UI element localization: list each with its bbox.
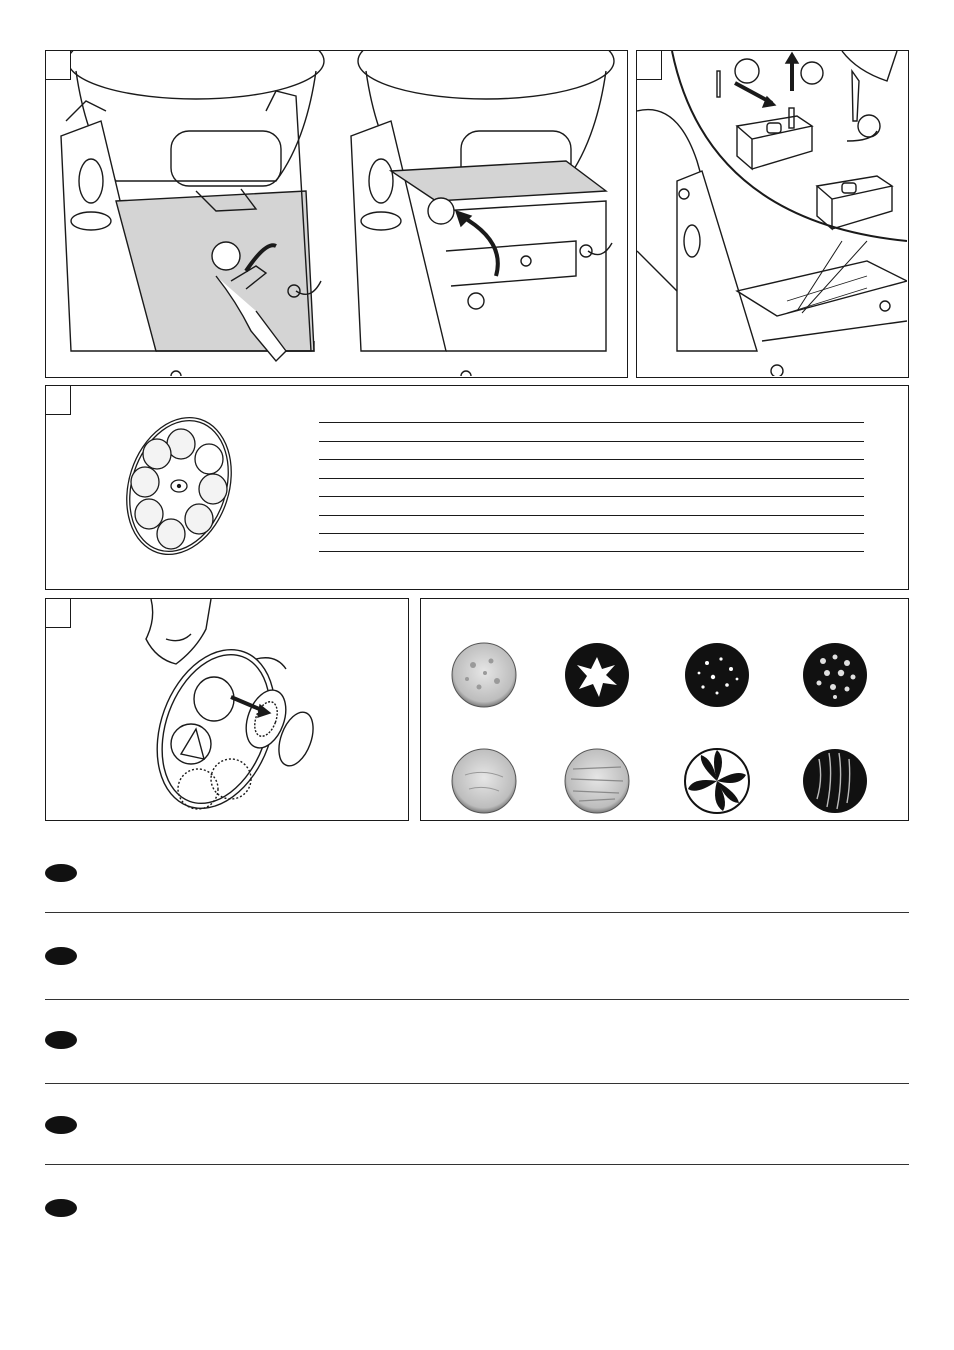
gobo-pattern-spiral: [685, 749, 749, 813]
gobo-pattern-flames: [803, 749, 867, 813]
section-divider: [45, 999, 909, 1000]
language-badge: [45, 947, 77, 965]
figure-fuse-replacement: [636, 50, 909, 378]
table-rule: [319, 459, 864, 460]
figure-cover-removal: [45, 50, 628, 378]
gobo-pattern-splash: [565, 643, 629, 707]
table-rule: [319, 422, 864, 423]
fuse-replacement-illustration: [637, 51, 907, 376]
figure-number-tab: [45, 598, 71, 628]
figure-number-tab: [45, 385, 71, 415]
language-badge: [45, 1116, 77, 1134]
gobo-pattern-stars: [685, 643, 749, 707]
section-divider: [45, 912, 909, 913]
table-rule: [319, 551, 864, 552]
table-rule: [319, 496, 864, 497]
gobo-pattern-mottled-light: [452, 643, 516, 707]
gobo-pattern-texture-light: [452, 749, 516, 813]
language-badge: [45, 1199, 77, 1217]
figure-gobo-patterns: [420, 598, 909, 821]
gobo-patterns-grid: [421, 599, 907, 819]
gobo-pattern-dots: [803, 643, 867, 707]
table-rule: [319, 515, 864, 516]
gobo-wheel-illustration: [121, 414, 241, 559]
language-badge: [45, 864, 77, 882]
table-rule: [319, 478, 864, 479]
table-rule: [319, 533, 864, 534]
gobo-change-illustration: [136, 599, 326, 819]
language-badge: [45, 1031, 77, 1049]
figure-gobo-wheel-table: [45, 385, 909, 590]
table-rule: [319, 441, 864, 442]
figure-gobo-change: [45, 598, 409, 821]
section-divider: [45, 1164, 909, 1165]
figure-number-tab: [45, 50, 71, 80]
figure-number-tab: [636, 50, 662, 80]
cover-removal-illustration: [46, 51, 626, 376]
gobo-pattern-grain: [565, 749, 629, 813]
section-divider: [45, 1083, 909, 1084]
